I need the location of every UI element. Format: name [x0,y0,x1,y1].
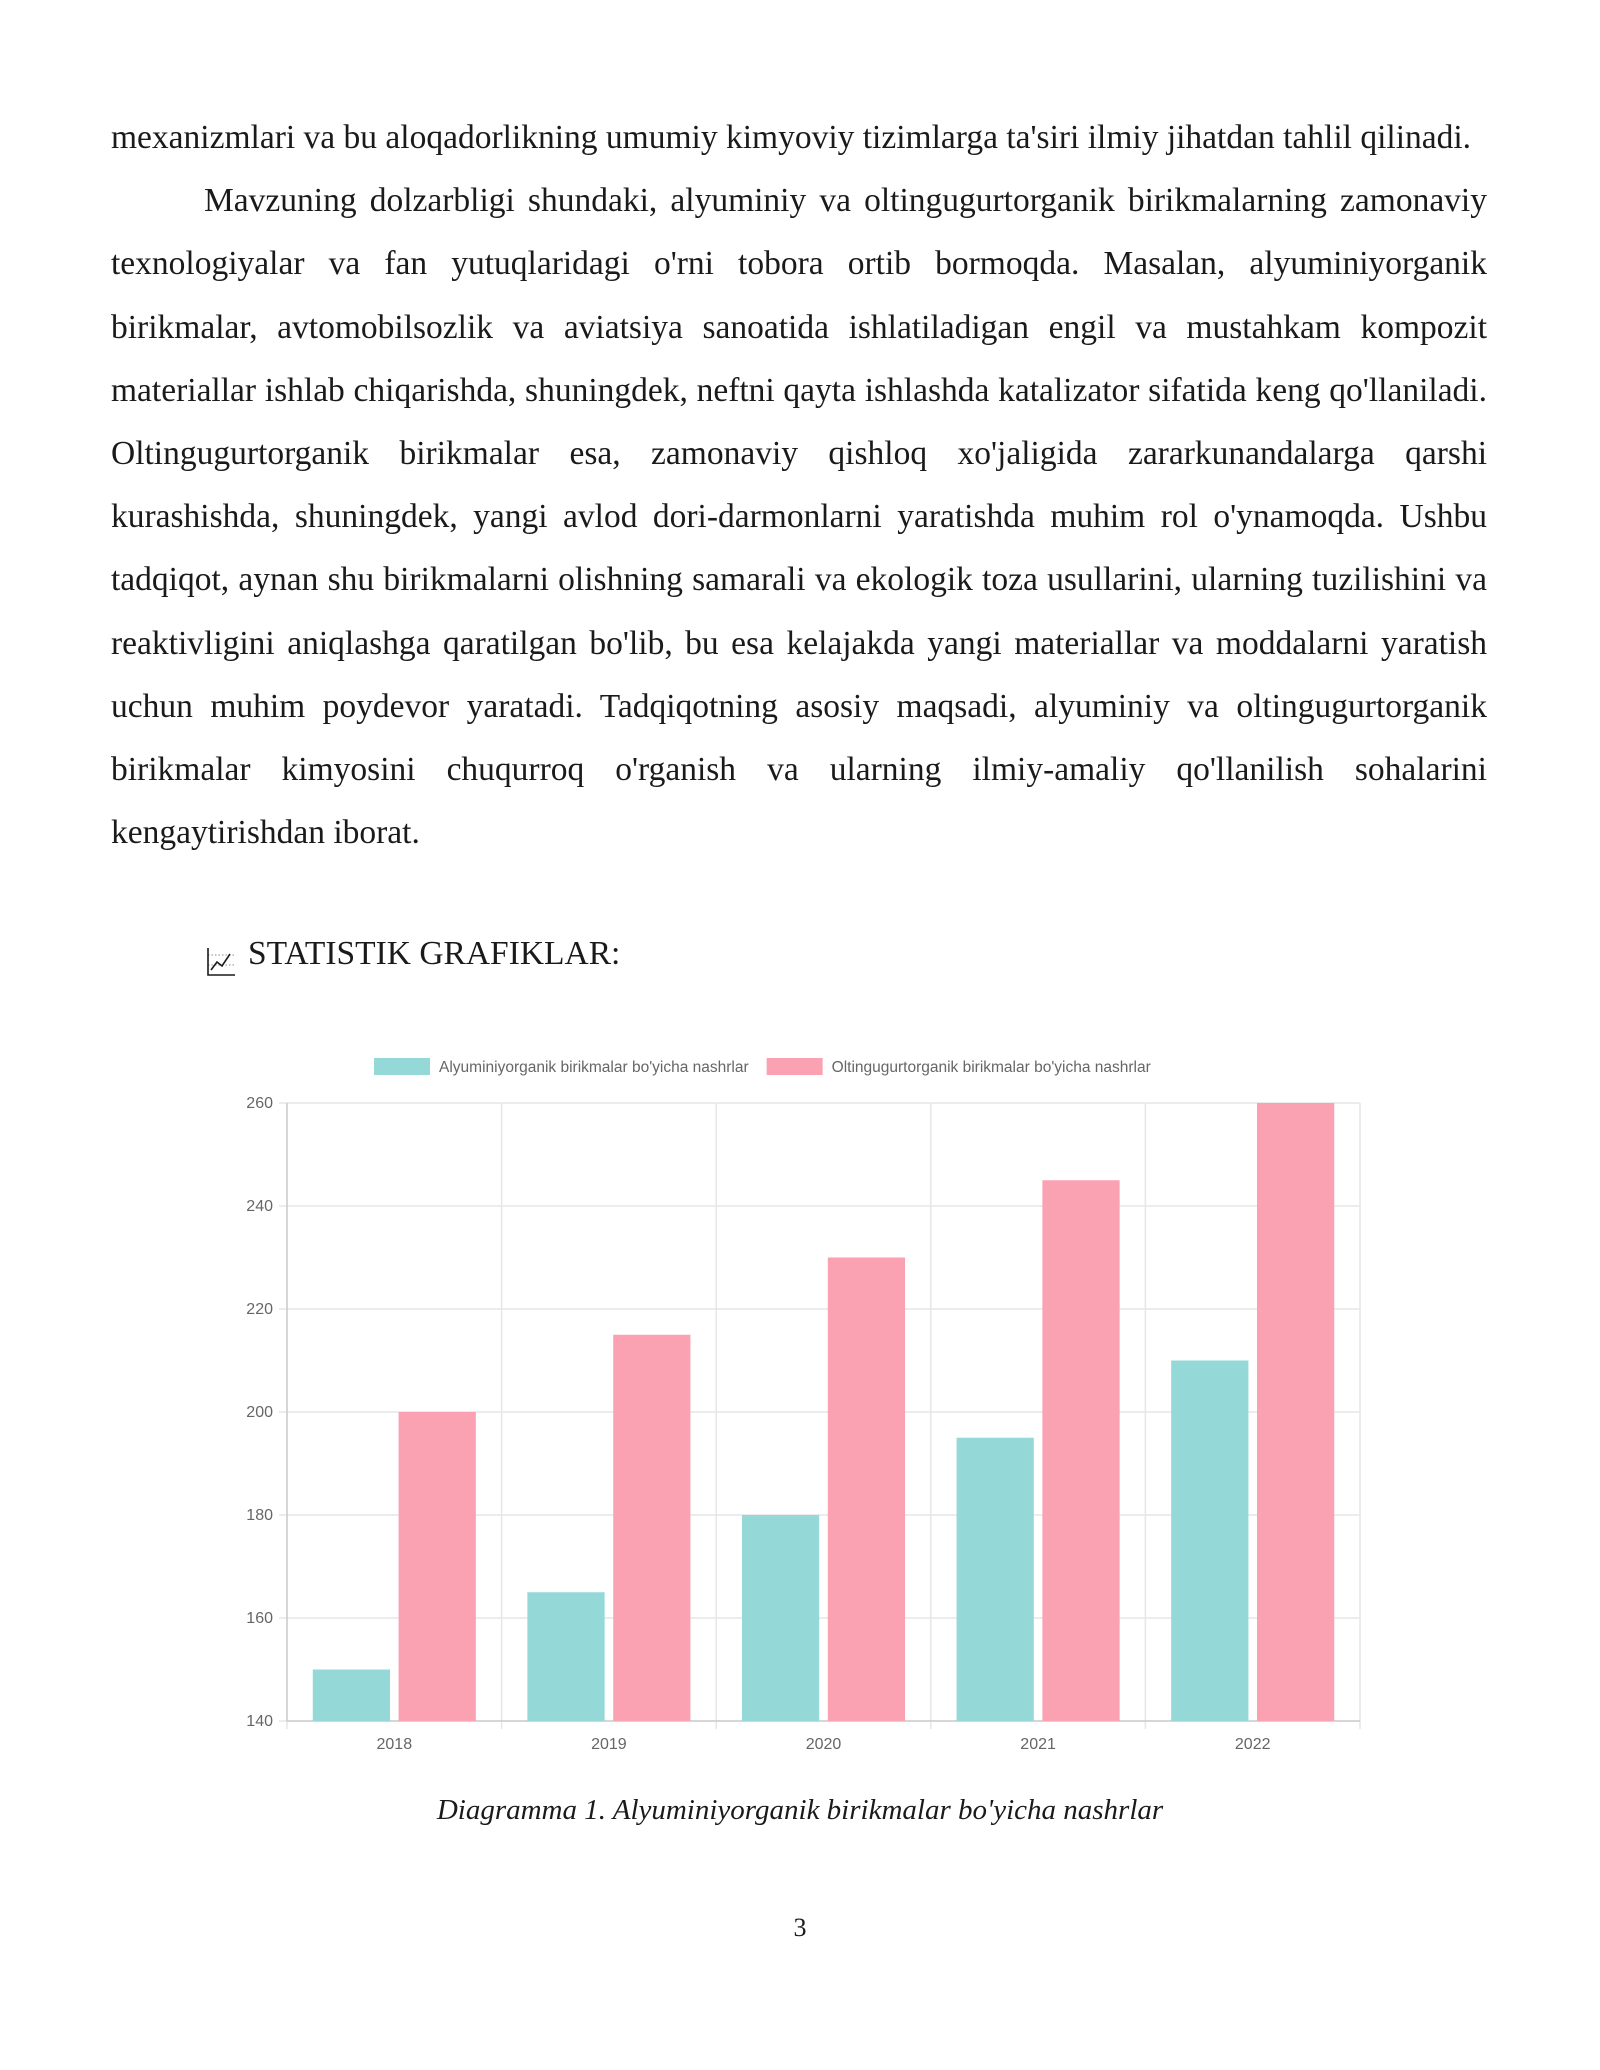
y-tick-label: 240 [246,1198,273,1215]
bar [1042,1180,1119,1721]
legend-label: Oltingugurtorganik birikmalar bo'yicha nashrlar [831,1059,1151,1076]
paragraph: mexanizmlari va bu aloqadorlikning umumiy kimyoviy tizimlarga ta'siri ilmiy jihatdan tahlil qilinadi. [111,119,1472,156]
page-number: 3 [793,1913,807,1942]
x-tick-label: 2018 [376,1736,413,1753]
y-tick-label: 140 [246,1713,273,1730]
x-tick-label: 2020 [805,1736,842,1753]
bar [613,1335,690,1721]
y-tick-label: 220 [246,1301,273,1318]
bar [399,1412,476,1721]
bar [1257,1103,1334,1721]
y-tick-label: 200 [246,1404,273,1421]
legend-swatch [374,1058,430,1075]
y-tick-label: 160 [246,1610,273,1627]
bar [313,1670,390,1722]
y-tick-label: 180 [246,1507,273,1524]
y-tick-label: 260 [246,1095,273,1112]
bar-chart [0,1040,1600,1770]
bar [957,1438,1034,1721]
legend-label: Alyuminiyorganik birikmalar bo'yicha nashrlar [439,1059,749,1076]
chart-increasing-icon [204,937,238,971]
body-text [111,106,1487,864]
x-tick-label: 2019 [591,1736,627,1753]
paragraph: Mavzuning dolzarbligi shundaki, alyuminiy va oltingugurtorganik birikmalarning zamonaviy texnologiyalar va fan yutuqlaridagi o'rni tobora ortib bormoqda. Masalan, alyuminiyorganik birikmalar, avtomobilsozlik va aviatsiya sanoatida ishlatiladigan engil va mustahkam kompozit materiallar ishlab chiqarishda, shuningdek, neftni qayta ishlashda katalizator sifatida keng qo'llaniladi. Oltingugurtorganik birikmalar esa, zamonaviy qishloq xo'jaligida zararkunandalarga qarshi kurashishda, shuningdek, yangi avlod dori-darmonlarni yaratishda muhim rol o'ynamoqda. Ushbu tadqiqot, aynan shu birikmalarni olishning samarali va ekologik toza usullarini, ularning tuzilishini va reaktivligini aniqlashga qaratilgan bo'lib, bu esa kelajakda yangi materiallar va moddalarni yaratish uchun muhim poydevor yaratadi. Tadqiqotning asosiy maqsadi, alyuminiy va oltingugurtorganik birikmalar kimyosini chuqurroq o'rganish va ularning ilmiy-amaliy qo'llanilish sohalarini kengaytirishdan iborat. [111,182,1487,852]
x-tick-label: 2021 [1020,1736,1056,1753]
section-heading-text: STATISTIK GRAFIKLAR: [248,935,621,972]
bar [742,1515,819,1721]
bar [828,1258,905,1722]
figure-caption: Diagramma 1. Alyuminiyorganik birikmalar bo'yicha nashrlar [436,1794,1164,1826]
bar [527,1592,604,1721]
bar [1171,1361,1248,1722]
x-tick-label: 2022 [1234,1736,1271,1753]
section-heading [204,922,620,985]
legend-swatch [767,1058,823,1075]
